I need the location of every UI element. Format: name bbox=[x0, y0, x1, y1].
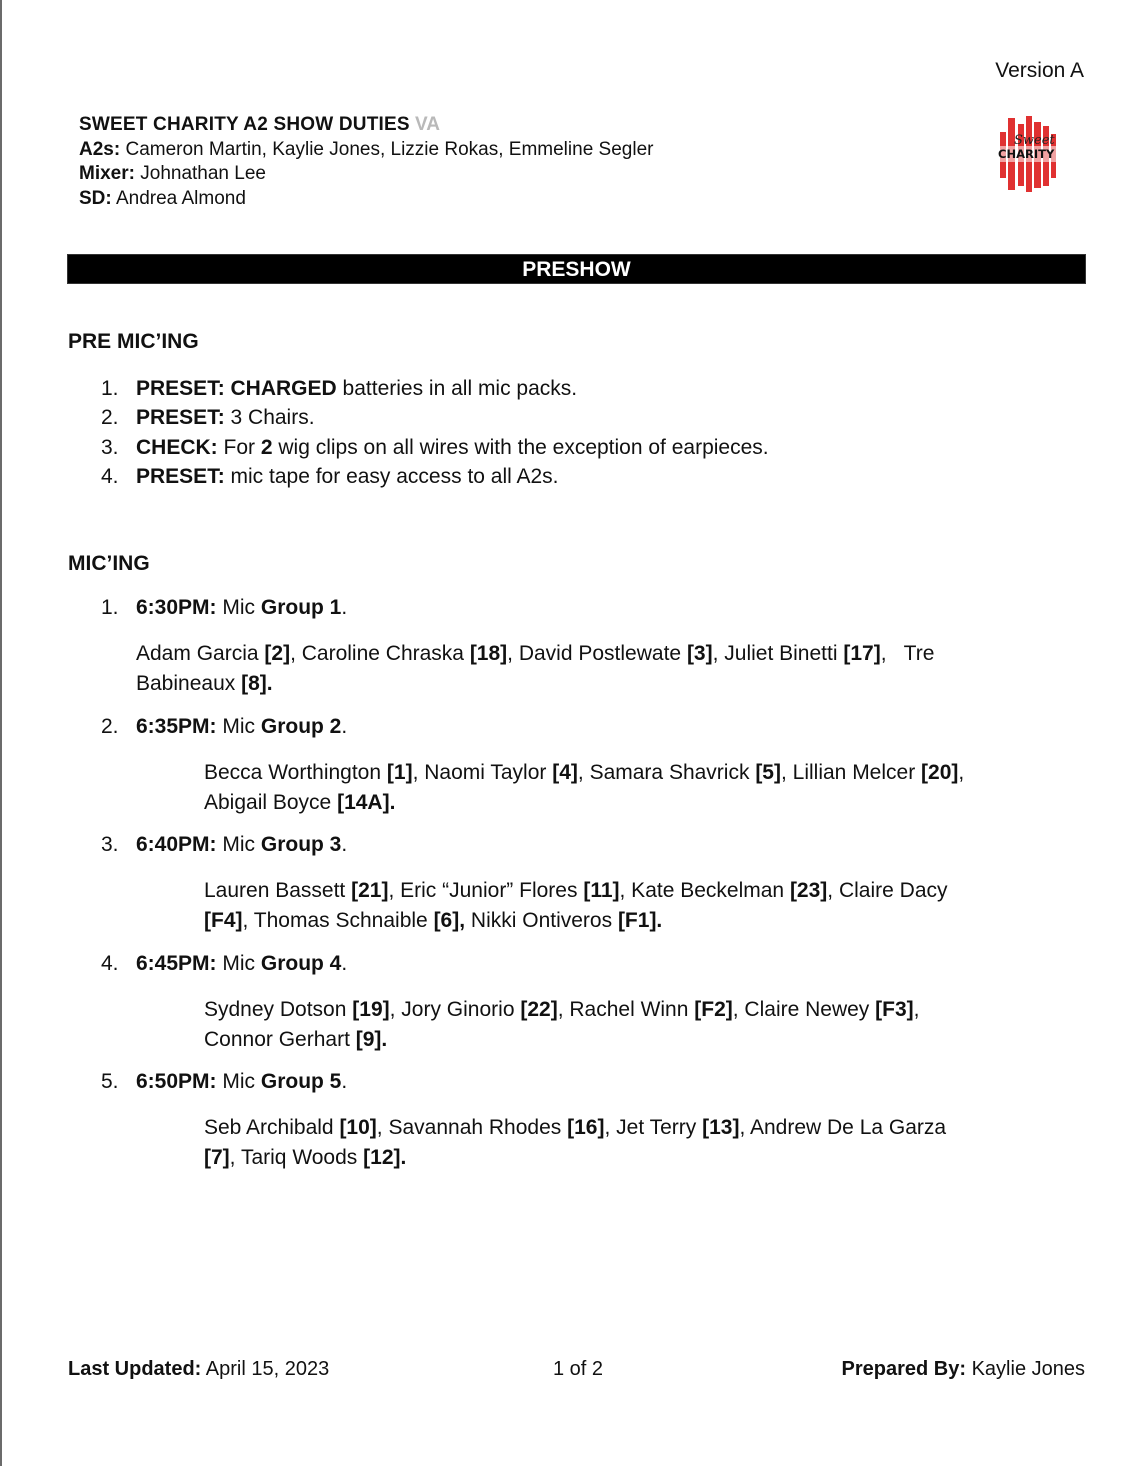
cast-line: Abigail Boyce [14A]. bbox=[204, 790, 396, 814]
cast-line: Babineaux [8]. bbox=[136, 671, 273, 695]
page-left-edge bbox=[0, 0, 2, 1466]
prepared-by: Prepared By: Kaylie Jones bbox=[841, 1358, 1085, 1380]
mic-group-cast-list bbox=[204, 758, 964, 817]
mixer-line bbox=[79, 162, 653, 187]
preshow-section-bar: PRESHOW bbox=[68, 255, 1085, 283]
a2s-line bbox=[79, 138, 653, 163]
pre-micing-heading: PRE MIC’ING bbox=[68, 330, 199, 353]
list-item: 2. PRESET: 3 Chairs. bbox=[101, 406, 315, 430]
a2s-label: A2s: bbox=[79, 138, 121, 160]
logo-text: CHARITY bbox=[998, 147, 1055, 161]
mic-group-heading: 1. 6:30PM: Mic Group 1. bbox=[101, 596, 348, 619]
title-suffix: VA bbox=[415, 114, 440, 135]
cast-line: Seb Archibald [10], Savannah Rhodes [16], Jet Terry [13], Andrew De La Garza bbox=[204, 1116, 947, 1139]
mic-group-heading: 3. 6:40PM: Mic Group 3. bbox=[101, 833, 348, 856]
cast-line: Adam Garcia [2], Caroline Chraska [18], David Postlewate [3], Juliet Binetti [17], Tre bbox=[136, 642, 935, 665]
cast-line: Lauren Bassett [21], Eric “Junior” Flores [11], Kate Beckelman [23], Claire Dacy bbox=[204, 879, 948, 902]
mixer-value: Johnathan Lee bbox=[140, 163, 266, 184]
title-text: SWEET CHARITY A2 SHOW DUTIES bbox=[79, 114, 410, 135]
logo-script: Sweet bbox=[1014, 133, 1055, 148]
mic-group-cast-list bbox=[204, 876, 948, 935]
micing-heading: MIC’ING bbox=[68, 552, 150, 575]
document-title bbox=[79, 113, 653, 138]
cast-line: Sydney Dotson [19], Jory Ginorio [22], Rachel Winn [F2], Claire Newey [F3], bbox=[204, 998, 920, 1021]
list-item: 1. PRESET: CHARGED batteries in all mic packs. bbox=[101, 377, 578, 400]
sd-label: SD: bbox=[79, 187, 112, 209]
list-item: 4. PRESET: mic tape for easy access to all A2s. bbox=[101, 465, 559, 489]
cast-line: Becca Worthington [1], Naomi Taylor [4], Samara Shavrick [5], Lillian Melcer [20], bbox=[204, 761, 965, 784]
mic-group-heading: 2. 6:35PM: Mic Group 2. bbox=[101, 715, 348, 738]
mic-group-cast-list bbox=[136, 639, 934, 698]
cast-line: Connor Gerhart [9]. bbox=[204, 1027, 388, 1051]
list-item: 3. CHECK: For 2 wig clips on all wires with the exception of earpieces. bbox=[101, 435, 769, 459]
mic-group-cast-list bbox=[204, 1113, 946, 1172]
sd-line bbox=[79, 187, 653, 212]
sd-value: Andrea Almond bbox=[115, 187, 246, 209]
mic-group-heading: 4. 6:45PM: Mic Group 4. bbox=[101, 952, 348, 975]
pre-micing-list bbox=[101, 374, 769, 492]
last-updated: Last Updated: April 15, 2023 bbox=[68, 1358, 330, 1380]
mixer-label: Mixer: bbox=[79, 163, 135, 184]
page-number: 1 of 2 bbox=[553, 1358, 604, 1380]
sweet-charity-logo bbox=[996, 114, 1060, 194]
version-label: Version A bbox=[995, 59, 1084, 82]
mic-group-heading: 5. 6:50PM: Mic Group 5. bbox=[101, 1070, 348, 1093]
cast-line: [F4], Thomas Schnaible [6], Nikki Ontiveros [F1]. bbox=[204, 908, 663, 932]
document-header bbox=[79, 113, 653, 211]
cast-line: [7], Tariq Woods [12]. bbox=[204, 1145, 407, 1169]
mic-group-cast-list bbox=[204, 995, 920, 1054]
a2s-value: Cameron Martin, Kaylie Jones, Lizzie Rokas, Emmeline Segler bbox=[125, 138, 654, 160]
